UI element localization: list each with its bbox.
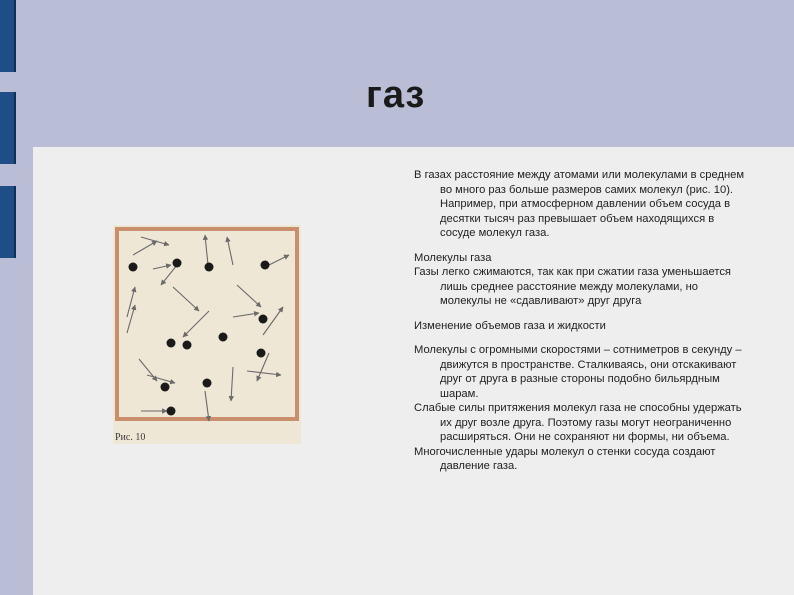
text-block <box>414 168 749 484</box>
gas-molecules-illustration <box>113 225 301 444</box>
accent-bar-middle <box>0 92 16 164</box>
paragraph-speed: Молекулы с огромными скоростями – сотниметров в секунду – движутся в пространстве. Сталкиваясь, они отскакивают друг от друга в разные стороны подобно бильярдным шарам. <box>414 344 742 400</box>
accent-bar-top <box>0 0 16 72</box>
accent-bar-bottom <box>0 186 16 258</box>
paragraph-attraction: Слабые силы притяжения молекул газа не способны удержать их друг возле друга. Поэтому газы могут неограниченно расширяться. Они не сохраняют ни формы, ни объема. <box>414 402 742 443</box>
figure-caption: Рис. 10 <box>115 432 146 443</box>
paragraph-heading-molecules: Молекулы газа <box>414 251 492 264</box>
paragraph-volume-change: Изменение объемов газа и жидкости <box>414 319 606 332</box>
gas-molecules-figure <box>113 225 301 444</box>
slide-title: газ <box>366 74 426 116</box>
paragraph-distance: В газах расстояние между атомами или молекулами в среднем во много раз больше размеров самих молекул (рис. 10). Например, при атмосферном давлении объем сосуда в десятки тысяч раз превышает объем находящихся в сосуде молекул газа. <box>414 169 745 239</box>
paragraph-pressure: Многочисленные удары молекул о стенки сосуда создают давление газа. <box>414 445 716 472</box>
paragraph-compression: Газы легко сжимаются, так как при сжатии газа уменьшается лишь среднее расстояние между молекулами, но молекулы не «сдавливают» друг друга <box>414 266 731 307</box>
